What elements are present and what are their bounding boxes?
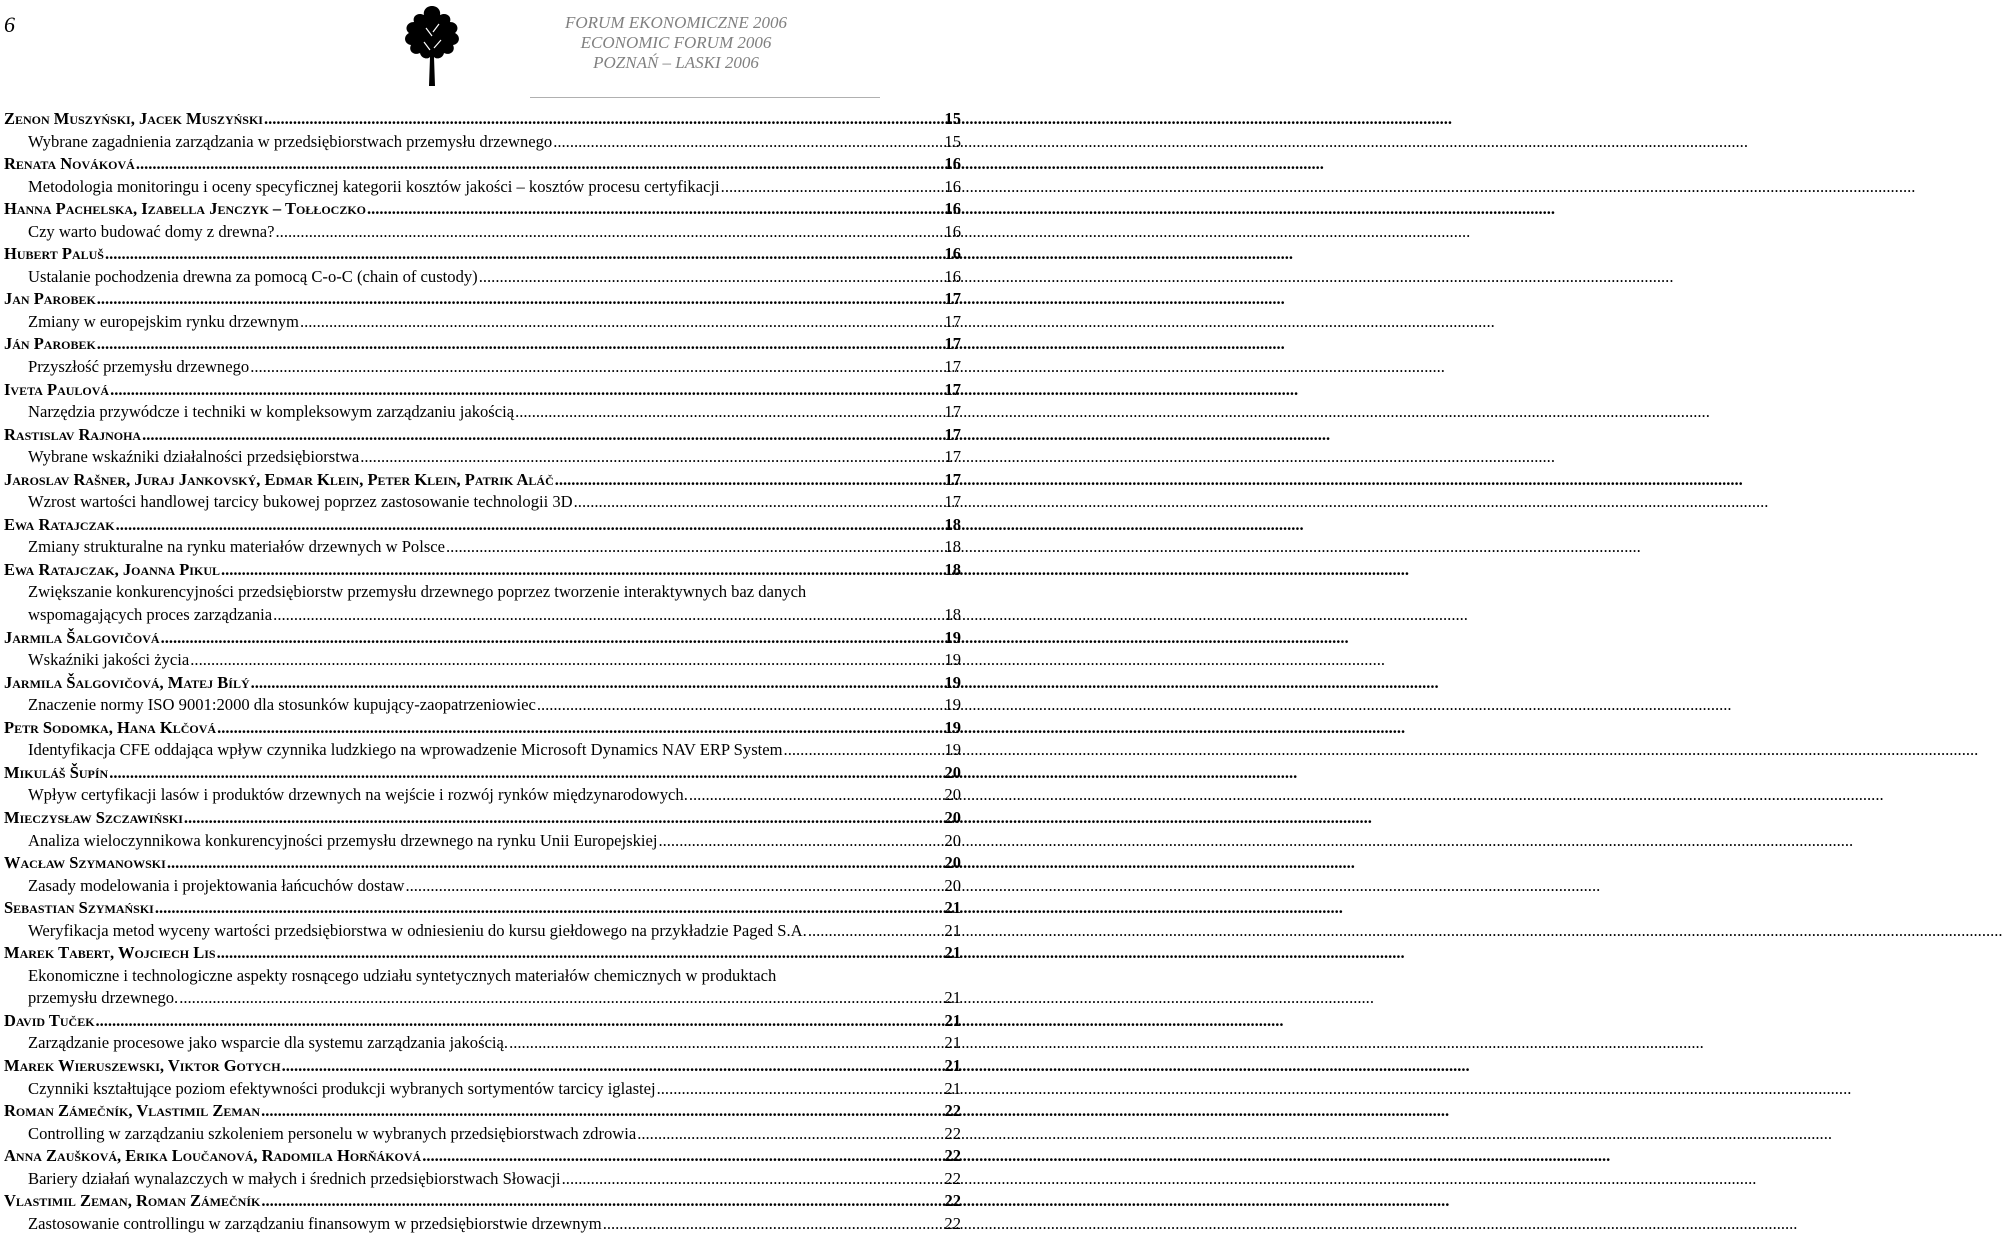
toc-title-text: Zmiany strukturalne na rynku materiałów drzewnych w Polsce — [28, 537, 446, 557]
toc-leader-dots — [515, 401, 942, 424]
toc-title-text: Zasady modelowania i projektowania łańcuchów dostaw — [28, 875, 405, 895]
toc-author-row[interactable] — [4, 897, 961, 920]
toc-title-text: Analiza wieloczynnikowa konkurencyjności przemysłu drzewnego na rynku Unii Europejskiej — [28, 830, 658, 850]
toc-leader-dots — [161, 627, 943, 650]
toc-author-text: Jarmila Šalgovičová, Matej Bílý — [4, 672, 250, 692]
toc-page-number: 20 — [944, 875, 961, 895]
toc-page-number: 22 — [944, 1146, 961, 1166]
toc-title-text: Metodologia monitoringu i oceny specyficznej kategorii kosztów jakości – kosztów procesu certyfikacji — [28, 176, 720, 196]
toc-leader-dots — [721, 176, 943, 199]
toc-author-row[interactable] — [4, 243, 961, 266]
toc-leader-dots — [555, 469, 943, 492]
toc-leader-dots — [276, 221, 943, 244]
toc-leader-dots — [808, 920, 943, 943]
toc-title-row[interactable] — [4, 221, 961, 244]
toc-page-number: 17 — [944, 334, 961, 354]
toc-leader-dots — [446, 536, 942, 559]
toc-author-text: Petr Sodomka, Hana Klčová — [4, 717, 217, 737]
toc-title-row[interactable] — [4, 649, 961, 672]
toc-author-text: Mieczysław Szczawiński — [4, 807, 183, 827]
toc-page-number: 21 — [944, 988, 961, 1008]
toc-title-text: Weryfikacja metod wyceny wartości przedsiębiorstwa w odniesieniu do kursu giełdowego na przykładzie Paged S.A. — [28, 920, 807, 940]
toc-author-text: Hanna Pachelska, Izabella Jenczyk – Tołłoczko — [4, 199, 367, 219]
toc-author-row[interactable] — [4, 942, 961, 965]
toc-title-row[interactable] — [4, 1168, 961, 1191]
toc-leader-dots — [96, 1010, 943, 1033]
toc-title-text: Narzędzia przywódcze i techniki w kompleksowym zarządzaniu jakością — [28, 402, 515, 422]
toc-title-row[interactable] — [4, 356, 961, 379]
toc-leader-dots — [422, 1145, 942, 1168]
toc-title-text: wspomagających proces zarządzania — [28, 605, 273, 625]
toc-page-number: 15 — [944, 109, 961, 128]
toc-author-text: Marek Tabert, Wojciech Lis — [4, 943, 216, 963]
toc-title-line-2 — [28, 604, 961, 627]
toc-leader-dots — [657, 1078, 943, 1101]
toc-author-row[interactable] — [4, 333, 961, 356]
toc-leader-dots — [479, 266, 943, 289]
toc-title-text: Ustalanie pochodzenia drewna za pomocą C-o-C (chain of custody) — [28, 266, 478, 286]
toc-title-row[interactable] — [4, 401, 961, 424]
header-line-3: POZNAŃ – LASKI 2006 — [593, 53, 759, 72]
toc-author-text: Rastislav Rajnoha — [4, 424, 142, 444]
toc-leader-dots — [110, 379, 942, 402]
toc-page-number: 18 — [944, 559, 961, 579]
toc-leader-dots — [603, 1213, 943, 1235]
toc-leader-dots — [251, 672, 943, 695]
forum-header — [526, 13, 826, 73]
toc-title-row[interactable] — [4, 875, 961, 898]
toc-author-row[interactable] — [4, 807, 961, 830]
toc-title-row[interactable] — [4, 694, 961, 717]
toc-page-number: 21 — [944, 898, 961, 918]
toc-page-number: 17 — [944, 402, 961, 422]
toc-page-number: 18 — [944, 605, 961, 625]
toc-title-row[interactable] — [4, 784, 961, 807]
toc-leader-dots — [405, 875, 942, 898]
toc-author-row[interactable] — [4, 1055, 961, 1078]
toc-leader-dots — [109, 762, 942, 785]
toc-title-line-2 — [28, 987, 961, 1010]
toc-title-text: Wskaźniki jakości życia — [28, 650, 190, 670]
page-number: 6 — [4, 12, 15, 37]
toc-author-row[interactable] — [4, 672, 961, 695]
toc-author-text: Roman Zámečník, Vlastimil Zeman — [4, 1101, 261, 1121]
toc-leader-dots — [784, 739, 943, 762]
toc-author-row[interactable] — [4, 1145, 961, 1168]
toc-title-row[interactable] — [4, 920, 961, 943]
toc-page-number: 17 — [944, 424, 961, 444]
toc-page-number: 20 — [944, 785, 961, 805]
toc-title-text: Przyszłość przemysłu drzewnego — [28, 357, 250, 377]
toc-page-number: 21 — [944, 1078, 961, 1098]
toc-leader-dots — [190, 649, 942, 672]
toc-page-number: 17 — [944, 447, 961, 467]
toc-page-number: 18 — [944, 537, 961, 557]
toc-author-text: Jaroslav Rašner, Juraj Jankovský, Edmar Klein, Peter Klein, Patrik Aláč — [4, 469, 554, 489]
toc-author-text: Ján Parobek — [4, 334, 96, 354]
toc-page-number: 17 — [944, 469, 961, 489]
toc-author-row[interactable] — [4, 514, 961, 537]
toc-title-row[interactable] — [4, 1123, 961, 1146]
toc-page-number: 21 — [944, 1033, 961, 1053]
toc-author-text: Ewa Ratajczak, Joanna Pikul — [4, 559, 220, 579]
toc-title-row[interactable] — [4, 311, 961, 334]
toc-title-text: Bariery działań wynalazczych w małych i średnich przedsiębiorstwach Słowacji — [28, 1168, 561, 1188]
toc-title-row[interactable] — [4, 446, 961, 469]
toc-page-number: 19 — [944, 627, 961, 647]
toc-author-text: Iveta Paulová — [4, 379, 110, 399]
toc-leader-dots — [553, 131, 942, 154]
toc-title-row[interactable] — [4, 491, 961, 514]
toc-author-row[interactable] — [4, 424, 961, 447]
toc-page-number: 17 — [944, 289, 961, 309]
toc-author-row[interactable] — [4, 717, 961, 740]
toc-title-text: przemysłu drzewnego. — [28, 988, 179, 1008]
toc-title-row[interactable] — [4, 830, 961, 853]
toc-page-number: 16 — [944, 221, 961, 241]
toc-page-number: 16 — [944, 199, 961, 219]
toc-author-row[interactable] — [4, 1190, 961, 1213]
toc-title-text: Zarządzanie procesowe jako wsparcie dla systemu zarządzania jakością. — [28, 1033, 509, 1053]
toc-title-row[interactable] — [4, 581, 961, 626]
toc-author-row[interactable] — [4, 762, 961, 785]
toc-leader-dots — [574, 491, 943, 514]
table-of-contents — [4, 108, 961, 1235]
toc-page-number: 22 — [944, 1101, 961, 1121]
toc-leader-dots — [261, 1190, 942, 1213]
toc-title-text: Czynniki kształtujące poziom efektywności produkcji wybranych sortymentów tarcicy iglastej — [28, 1078, 656, 1098]
toc-title-text: Wzrost wartości handlowej tarcicy bukowej poprzez zastosowanie technologii 3D — [28, 492, 573, 512]
toc-title-line-1: Ekonomiczne i technologiczne aspekty rosnącego udziału syntetycznych materiałów chemicznych w produktach — [28, 965, 777, 985]
toc-title-row[interactable] — [4, 536, 961, 559]
toc-author-text: David Tuček — [4, 1010, 95, 1030]
toc-page-number: 19 — [944, 695, 961, 715]
header-line-2: ECONOMIC FORUM 2006 — [580, 33, 772, 52]
toc-page-number: 16 — [944, 244, 961, 264]
toc-leader-dots — [179, 987, 942, 1010]
toc-page-number: 17 — [944, 311, 961, 331]
toc-leader-dots — [658, 830, 942, 853]
header-rule — [530, 97, 880, 98]
toc-page-number: 21 — [944, 1010, 961, 1030]
toc-page-number: 19 — [944, 650, 961, 670]
toc-page-number: 19 — [944, 717, 961, 737]
toc-leader-dots — [97, 333, 943, 356]
toc-leader-dots — [116, 514, 943, 537]
toc-page-number: 22 — [944, 1168, 961, 1188]
toc-author-text: Sebastian Szymański — [4, 898, 154, 918]
toc-author-row[interactable] — [4, 153, 961, 176]
toc-leader-dots — [367, 198, 942, 221]
toc-author-row[interactable] — [4, 288, 961, 311]
toc-author-row[interactable] — [4, 379, 961, 402]
toc-author-row[interactable] — [4, 852, 961, 875]
toc-leader-dots — [136, 153, 943, 176]
toc-leader-dots — [221, 559, 943, 582]
toc-leader-dots — [250, 356, 942, 379]
toc-leader-dots — [97, 288, 943, 311]
toc-author-row[interactable] — [4, 1010, 961, 1033]
toc-leader-dots — [637, 1123, 942, 1146]
toc-leader-dots — [105, 243, 943, 266]
toc-title-row[interactable] — [4, 739, 961, 762]
toc-page-number: 20 — [944, 762, 961, 782]
toc-page-number: 21 — [944, 943, 961, 963]
toc-author-text: Jan Parobek — [4, 289, 96, 309]
toc-title-text: Zastosowanie controllingu w zarządzaniu finansowym w przedsiębiorstwie drzewnym — [28, 1213, 602, 1233]
toc-author-text: Anna Zaušková, Erika Loučanová, Radomila Horňáková — [4, 1146, 422, 1166]
header-line-1: FORUM EKONOMICZNE 2006 — [565, 13, 787, 32]
toc-author-row[interactable] — [4, 1100, 961, 1123]
toc-author-row[interactable] — [4, 559, 961, 582]
toc-leader-dots — [689, 784, 943, 807]
toc-leader-dots — [167, 852, 943, 875]
toc-page-number: 20 — [944, 830, 961, 850]
toc-title-row[interactable] — [4, 1213, 961, 1235]
toc-leader-dots — [184, 807, 943, 830]
toc-title-text: Czy warto budować domy z drewna? — [28, 221, 275, 241]
toc-page-number: 22 — [944, 1191, 961, 1211]
toc-leader-dots — [264, 108, 943, 131]
toc-leader-dots — [217, 717, 942, 740]
toc-author-row[interactable] — [4, 198, 961, 221]
toc-title-text: Controlling w zarządzaniu szkoleniem personelu w wybranych przedsiębiorstwach zdrowia — [28, 1123, 637, 1143]
toc-title-text: Zmiany w europejskim rynku drzewnym — [28, 311, 299, 331]
toc-title-row[interactable] — [4, 965, 961, 1010]
toc-title-row[interactable] — [4, 1078, 961, 1101]
tree-logo-icon — [396, 2, 468, 88]
toc-page-number: 20 — [944, 807, 961, 827]
toc-title-text: Wpływ certyfikacji lasów i produktów drzewnych na wejście i rozwój rynków międzynarodowych. — [28, 785, 688, 805]
toc-author-text: Marek Wieruszewski, Viktor Gotych — [4, 1055, 281, 1075]
toc-author-text: Zenon Muszyński, Jacek Muszyński — [4, 109, 263, 128]
toc-leader-dots — [562, 1168, 943, 1191]
toc-title-row[interactable] — [4, 176, 961, 199]
toc-page-number: 21 — [944, 1055, 961, 1075]
toc-page-number: 21 — [944, 920, 961, 940]
toc-page-number: 18 — [944, 514, 961, 534]
toc-author-row[interactable] — [4, 108, 961, 131]
toc-title-row[interactable] — [4, 131, 961, 154]
toc-page-number: 22 — [944, 1123, 961, 1143]
toc-author-text: Vlastimil Zeman, Roman Zámečník — [4, 1191, 261, 1211]
toc-leader-dots — [360, 446, 942, 469]
toc-leader-dots — [282, 1055, 943, 1078]
toc-page-number: 16 — [944, 266, 961, 286]
toc-leader-dots — [509, 1032, 942, 1055]
toc-page-number: 16 — [944, 176, 961, 196]
toc-title-row[interactable] — [4, 1032, 961, 1055]
toc-title-text: Wybrane zagadnienia zarządzania w przedsiębiorstwach przemysłu drzewnego — [28, 131, 553, 151]
toc-leader-dots — [300, 311, 942, 334]
toc-author-text: Renata Nováková — [4, 154, 135, 174]
toc-author-text: Ewa Ratajczak — [4, 514, 115, 534]
toc-title-line-1: Zwiększanie konkurencyjności przedsiębiorstw przemysłu drzewnego poprzez tworzenie interaktywnych baz danych — [28, 582, 807, 602]
toc-page-number: 17 — [944, 492, 961, 512]
toc-title-row[interactable] — [4, 266, 961, 289]
toc-leader-dots — [273, 604, 942, 627]
toc-leader-dots — [537, 694, 943, 717]
toc-page-number: 19 — [944, 672, 961, 692]
toc-author-text: Jarmila Šalgovičová — [4, 627, 160, 647]
toc-title-text: Znaczenie normy ISO 9001:2000 dla stosunków kupujący-zaopatrzeniowiec — [28, 695, 536, 715]
toc-title-text: Wybrane wskaźniki działalności przedsiębiorstwa — [28, 447, 360, 467]
toc-leader-dots — [217, 942, 943, 965]
toc-author-text: Wacław Szymanowski — [4, 853, 166, 873]
toc-page-number: 17 — [944, 357, 961, 377]
toc-author-row[interactable] — [4, 469, 961, 492]
toc-author-text: Mikuláš Šupín — [4, 762, 109, 782]
toc-page-number: 17 — [944, 379, 961, 399]
toc-author-row[interactable] — [4, 627, 961, 650]
toc-leader-dots — [261, 1100, 942, 1123]
toc-leader-dots — [155, 897, 943, 920]
toc-title-text: Identyfikacja CFE oddająca wpływ czynnika ludzkiego na wprowadzenie Microsoft Dynamics NAV ERP System — [28, 740, 783, 760]
toc-page-number: 16 — [944, 154, 961, 174]
toc-page-number: 20 — [944, 853, 961, 873]
toc-page-number: 15 — [944, 131, 961, 151]
toc-page-number: 22 — [944, 1213, 961, 1233]
toc-page-number: 19 — [944, 740, 961, 760]
toc-leader-dots — [142, 424, 942, 447]
toc-author-text: Hubert Paluš — [4, 244, 104, 264]
